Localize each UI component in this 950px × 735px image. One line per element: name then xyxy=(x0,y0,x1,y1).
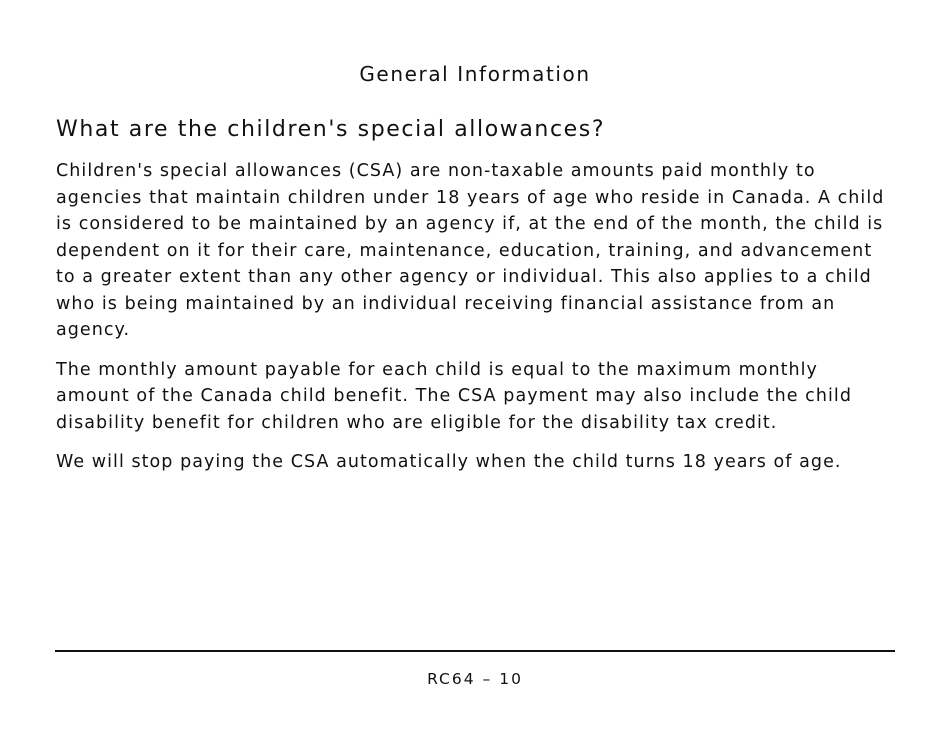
question-heading: What are the children's special allowances? xyxy=(56,117,606,142)
paragraph-definition: Children's special allowances (CSA) are non-taxable amounts paid monthly to agencies that maintain children under 18 years of age who reside in Canada. A child is considered to be maintained by an agency if, at the end of the month, the child is dependent on it for their care, maintenance, education, training, and advancement to a greater extent than any other agency or individual. This also applies to a child who is being maintained by an individual receiving financial assistance from an agency. xyxy=(56,161,885,340)
paragraph-amount: The monthly amount payable for each child is equal to the maximum monthly amount of the Canada child benefit. The CSA payment may also include the child disability benefit for children who are eligible for the disability tax credit. xyxy=(56,359,852,433)
section-title: General Information xyxy=(359,62,591,86)
footer-divider xyxy=(55,650,895,652)
main-content xyxy=(56,114,891,489)
page-number: RC64 – 10 xyxy=(427,670,523,688)
paragraph-stop-payment: We will stop paying the CSA automatically when the child turns 18 years of age. xyxy=(56,452,842,472)
